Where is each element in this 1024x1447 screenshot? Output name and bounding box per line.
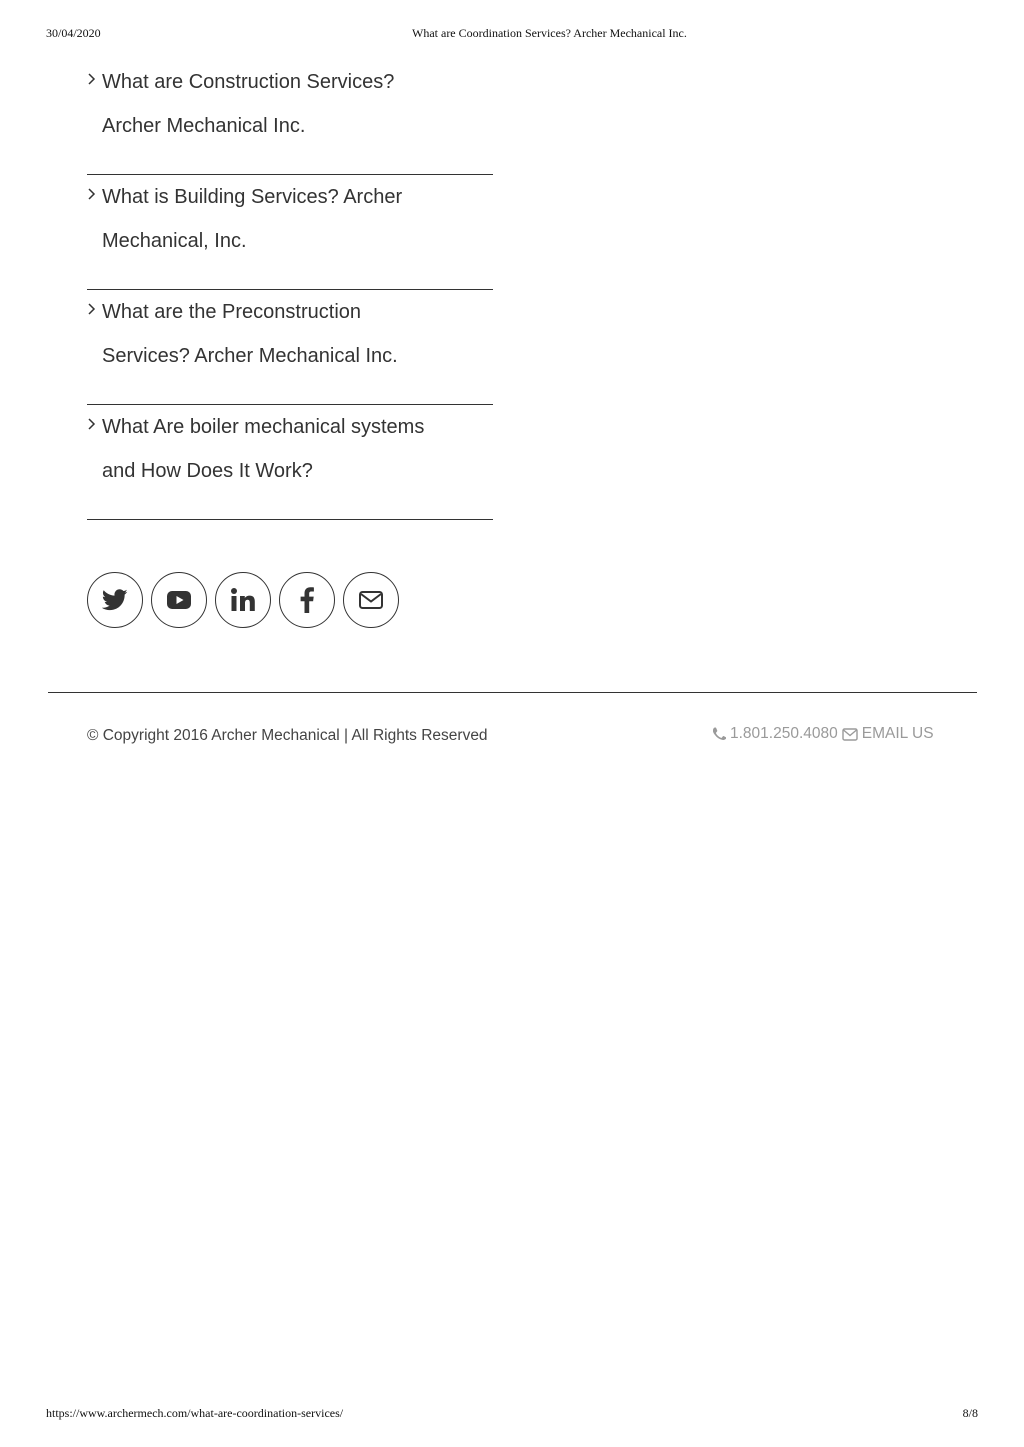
email-button[interactable] bbox=[343, 572, 399, 628]
related-post-link[interactable] bbox=[102, 60, 482, 148]
footer-contact bbox=[713, 725, 934, 743]
youtube-button[interactable] bbox=[151, 572, 207, 628]
related-posts-list bbox=[87, 60, 493, 520]
post-title-line-1: What are the Preconstruction bbox=[102, 301, 362, 323]
envelope-icon bbox=[359, 591, 383, 609]
list-item bbox=[87, 175, 493, 290]
chevron-right-icon bbox=[87, 417, 97, 431]
print-date: 30/04/2020 bbox=[46, 26, 101, 40]
chevron-right-icon bbox=[87, 302, 97, 316]
list-item bbox=[87, 405, 493, 520]
email-us-link[interactable]: EMAIL US bbox=[861, 725, 934, 742]
youtube-icon bbox=[166, 590, 192, 610]
linkedin-button[interactable] bbox=[215, 572, 271, 628]
twitter-button[interactable] bbox=[87, 572, 143, 628]
envelope-icon bbox=[842, 728, 858, 741]
print-header bbox=[0, 26, 1024, 44]
facebook-button[interactable] bbox=[279, 572, 335, 628]
print-page-title: What are Coordination Services? Archer Mechanical Inc. bbox=[412, 26, 687, 40]
print-url: https://www.archermech.com/what-are-coordination-services/ bbox=[46, 1406, 344, 1420]
post-title-line-2: and How Does It Work? bbox=[102, 460, 313, 482]
facebook-icon bbox=[300, 587, 314, 613]
list-item bbox=[87, 60, 493, 175]
phone-icon bbox=[713, 727, 726, 741]
list-item bbox=[87, 290, 493, 405]
post-title-line-2: Mechanical, Inc. bbox=[102, 230, 247, 252]
phone-link[interactable]: 1.801.250.4080 bbox=[730, 725, 838, 742]
chevron-right-icon bbox=[87, 72, 97, 86]
post-title-line-1: What are Construction Services? bbox=[102, 71, 395, 93]
page-number: 8/8 bbox=[962, 1406, 978, 1420]
post-title-line-2: Archer Mechanical Inc. bbox=[102, 115, 306, 137]
twitter-icon bbox=[102, 589, 128, 611]
copyright-text: © Copyright 2016 Archer Mechanical | All Rights Reserved bbox=[87, 727, 488, 744]
footer-divider bbox=[48, 692, 977, 693]
post-title-line-1: What Are boiler mechanical systems bbox=[102, 416, 425, 438]
related-post-link[interactable] bbox=[102, 405, 482, 493]
chevron-right-icon bbox=[87, 187, 97, 201]
related-post-link[interactable] bbox=[102, 175, 482, 263]
social-links bbox=[87, 572, 399, 630]
print-footer bbox=[0, 1406, 1024, 1424]
related-post-link[interactable] bbox=[102, 290, 482, 378]
post-title-line-1: What is Building Services? Archer bbox=[102, 186, 403, 208]
post-title-line-2: Services? Archer Mechanical Inc. bbox=[102, 345, 398, 367]
linkedin-icon bbox=[230, 587, 256, 613]
